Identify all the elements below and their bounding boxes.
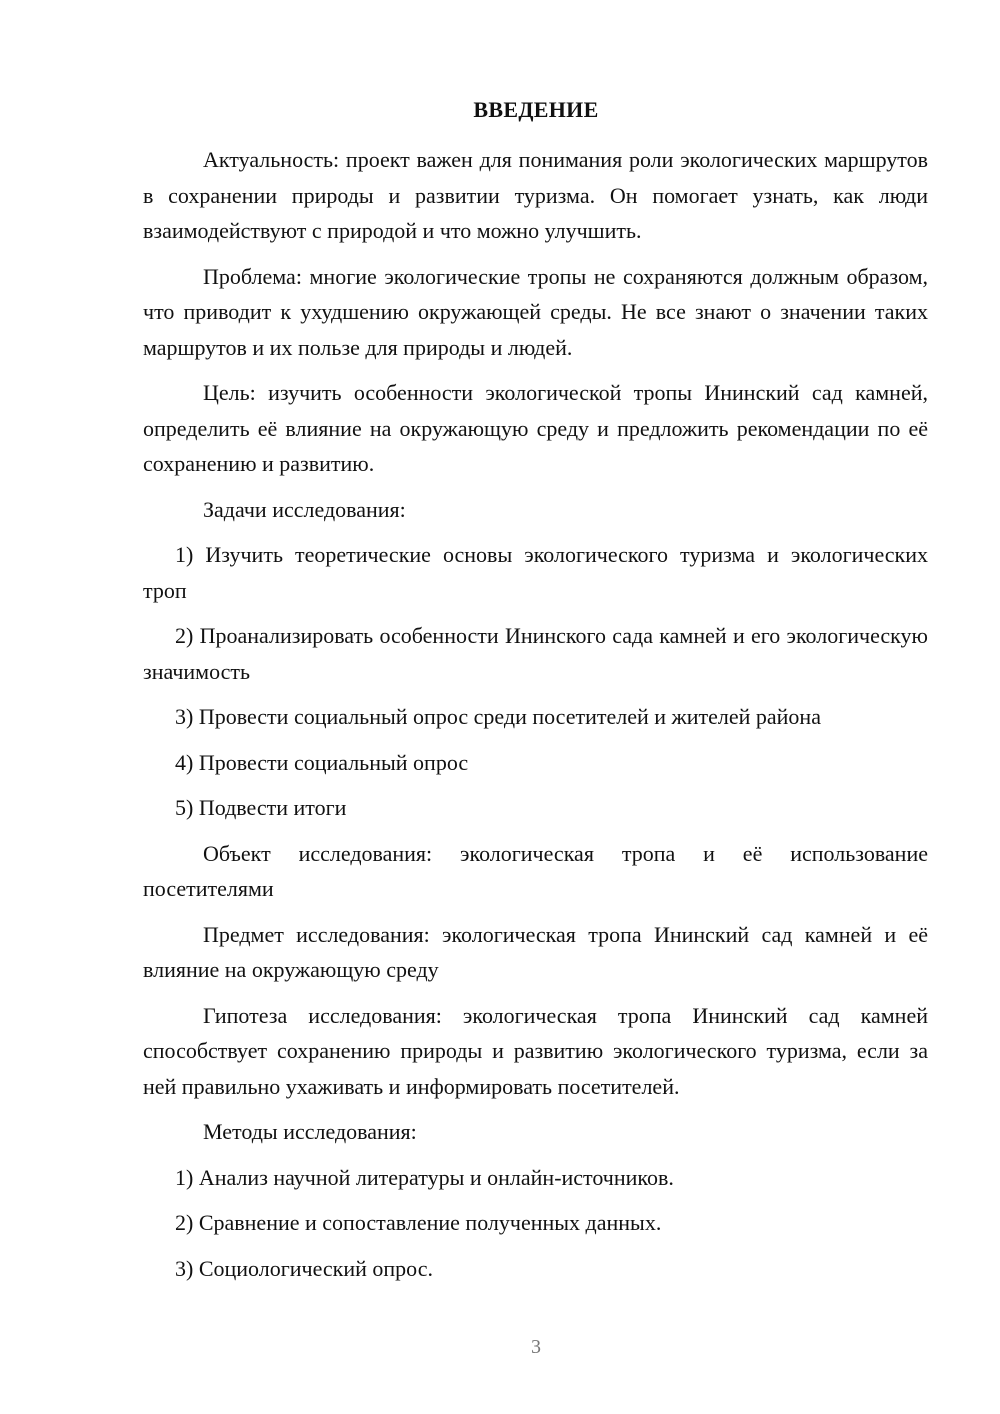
goal-paragraph: Цель: изучить особенности экологической тропы Ининский сад камней, определить её влияние на окружающую среду и предложить рекомендации по её сохранению и развитию. — [143, 380, 928, 476]
method-item: 3) Социологический опрос. — [175, 1255, 433, 1281]
task-item: 5) Подвести итоги — [175, 795, 347, 820]
methods-list — [143, 1160, 928, 1287]
tasks-list — [143, 537, 928, 826]
problem-paragraph: Проблема: многие экологические тропы не сохраняются должным образом, что приводит к ухудшению окружающей среды. Не все знают о значении таких маршрутов и их пользе для природы и людей. — [143, 263, 928, 360]
tasks-heading: Задачи исследования: — [203, 496, 406, 522]
task-item: 4) Провести социальный опрос — [175, 749, 469, 775]
method-item: 2) Сравнение и сопоставление полученных данных. — [175, 1210, 662, 1235]
method-item: 1) Анализ научной литературы и онлайн-источников. — [175, 1164, 674, 1190]
task-item: 3) Провести социальный опрос среди посетителей и жителей района — [175, 704, 821, 729]
relevance-paragraph: Актуальность: проект важен для понимания роли экологических маршрутов в сохранении природы и развитии туризма. Он помогает узнать, как люди взаимодействуют с природой и что можно улучшить. — [143, 147, 928, 243]
methods-heading: Методы исследования: — [203, 1119, 417, 1144]
object-paragraph: Объект исследования: экологическая тропа и её использование посетителями — [143, 840, 928, 901]
document-body — [143, 142, 928, 1296]
subject-paragraph: Предмет исследования: экологическая тропа Ининский сад камней и её влияние на окружающую среду — [143, 921, 928, 982]
page-number: 3 — [531, 1336, 541, 1358]
page-title: ВВЕДЕНИЕ — [473, 97, 599, 122]
hypothesis-paragraph: Гипотеза исследования: экологическая тропа Ининский сад камней способствует сохранению природы и развитию экологического туризма, если за ней правильно ухаживать и информировать посетителей. — [143, 1002, 928, 1099]
task-item: 1) Изучить теоретические основы экологического туризма и экологических троп — [143, 542, 928, 603]
task-item: 2) Проанализировать особенности Ининского сада камней и его экологическую значимость — [143, 623, 928, 684]
